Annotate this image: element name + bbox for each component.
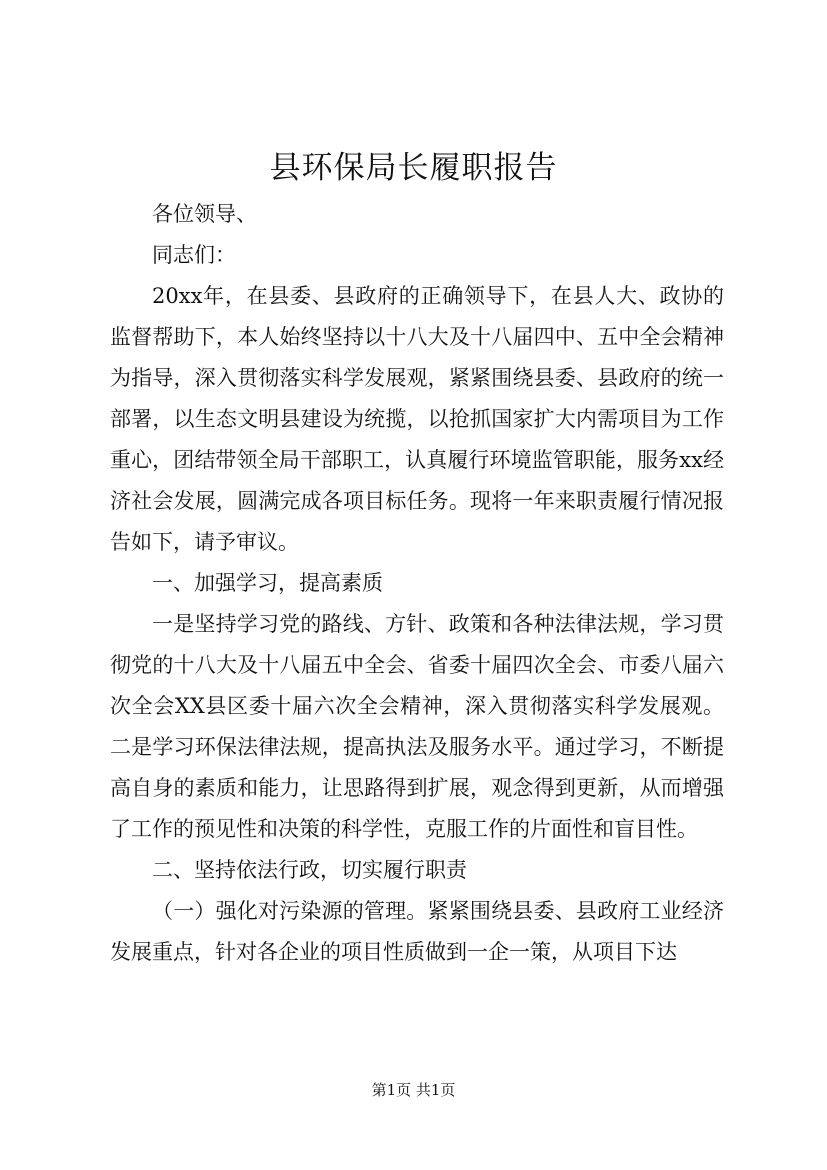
page-number-footer: 第1页 共1页 (371, 1081, 456, 1099)
section-heading-study: 一、加强学习，提高素质 (152, 571, 383, 595)
section-heading-duty: 二、坚持依法行政，切实履行职责 (152, 858, 467, 882)
salutation-leaders: 各位领导、 (152, 202, 257, 226)
intro-paragraph: 20xx年，在县委、县政府的正确领导下，在县人大、政协的监督帮助下，本人始终坚持以十八大及十八届四中、五中全会精神为指导，深入贯彻落实科学发展观，紧紧围绕县委、县政府的统一部署，以生态文明县建设为统揽，以抢抓国家扩大内需项目为工作重心，团结带领全局干部职工，认真履行环境监管职能，服务xx经济社会发展，圆满完成各项目标任务。现将一年来职责履行情况报告如下，请予审议。 (110, 284, 724, 554)
document-title: 县环保局长履职报告 (269, 150, 558, 186)
document-body (110, 194, 724, 973)
pollution-source-paragraph: （一）强化对污染源的管理。紧紧围绕县委、县政府工业经济发展重点，针对各企业的项目性质做到一企一策，从项目下达 (110, 899, 724, 964)
salutation-comrades: 同志们： (152, 243, 236, 267)
study-paragraph: 一是坚持学习党的路线、方针、政策和各种法律法规，学习贯彻党的十八大及十八届五中全会、省委十届四次全会、市委八届六次全会XX县区委十届六次全会精神，深入贯彻落实科学发展观。二是学习环保法律法规，提高执法及服务水平。通过学习，不断提高自身的素质和能力，让思路得到扩展，观念得到更新，从而增强了工作的预见性和决策的科学性，克服工作的片面性和盲目性。 (110, 612, 724, 841)
